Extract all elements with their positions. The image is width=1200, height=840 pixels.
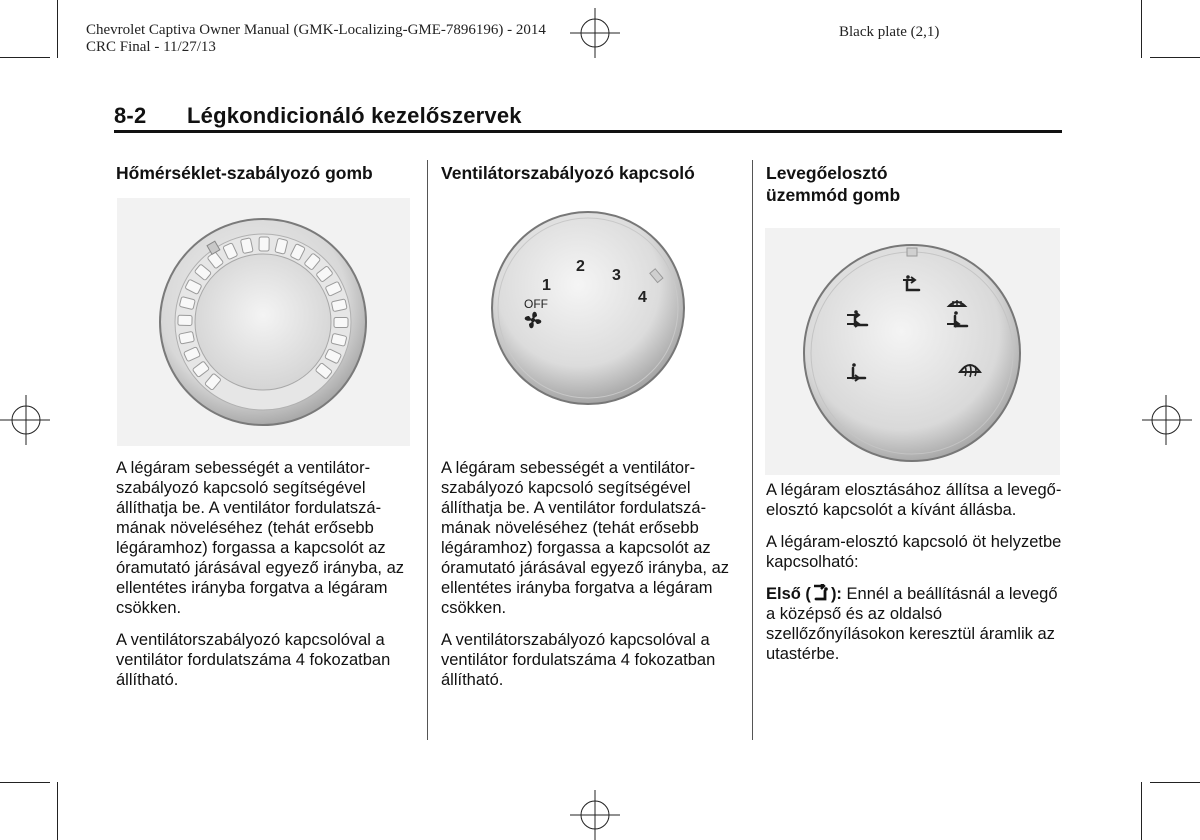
paragraph: A légáram sebességét a ventilátor-szabályozó kapcsoló segítségével állíthatja be. A ventilátor fordulatszá-mának növeléséhez (tehát erősebb légáramhoz) forgassa a kapcsolót az óramutató járásával egyező irányba, az ellentétes irányba forgatva a légáram csökken. [441, 459, 729, 617]
section-heading-airflow [766, 162, 900, 206]
fan-text [441, 458, 741, 702]
heading-line: Levegőelosztó [766, 163, 888, 183]
knob-center [195, 254, 331, 390]
knob-label-3: 3 [612, 267, 621, 284]
heading-line: üzemmód gomb [766, 185, 901, 205]
title-rule [114, 130, 1062, 133]
crop-mark [1141, 782, 1142, 840]
crop-mark [57, 782, 58, 840]
fan-knob-figure [442, 198, 735, 446]
paragraph: A ventilátorszabályozó kapcsolóval a ventilátor fordulatszáma 4 fokozatban állítható. [441, 631, 716, 689]
knob-label-off: OFF [524, 297, 548, 311]
knob-body [492, 212, 684, 404]
header-doc-line: Chevrolet Captiva Owner Manual (GMK-Localizing-GME-7896196) - 2014 [86, 22, 546, 38]
crop-mark [0, 57, 50, 58]
header-crc-line: CRC Final - 11/27/13 [86, 39, 216, 55]
paragraph: A légáram-elosztó kapcsoló öt helyzetbe kapcsolható: [766, 533, 1062, 571]
crop-mark [0, 782, 50, 783]
registration-mark-top [570, 8, 620, 58]
scale-segment [178, 315, 192, 325]
crop-mark [1150, 57, 1200, 58]
section-heading-temperature: Hőmérséklet-szabályozó gomb [116, 163, 373, 183]
registration-mark-left [0, 395, 50, 445]
column-divider [427, 160, 428, 740]
registration-mark-right [1142, 395, 1192, 445]
column-divider [752, 160, 753, 740]
registration-mark-bottom [570, 790, 620, 840]
definition-term: Első ( ): [766, 585, 842, 603]
definition-text: Ennél a beállításnál a levegő a középső és az oldalsó szellőzőnyílásokon keresztül áramlik az utastérbe. [766, 585, 1058, 663]
airflow-knob-figure [765, 228, 1060, 475]
definition-first [766, 584, 1066, 664]
scale-segment [259, 237, 269, 251]
paragraph: A ventilátorszabályozó kapcsolóval a ventilátor fordulatszáma 4 fokozatban állítható. [116, 631, 391, 689]
page-number: 8-2 [114, 103, 147, 128]
header-plate: Black plate (2,1) [839, 24, 940, 40]
temperature-text [116, 458, 416, 702]
temperature-knob-figure [117, 198, 410, 446]
knob-label-4: 4 [638, 289, 647, 306]
crop-mark [1141, 0, 1142, 58]
crop-mark [1150, 782, 1200, 783]
airflow-text [766, 480, 1066, 676]
paragraph: A légáram sebességét a ventilátor-szabályozó kapcsoló segítségével állíthatja be. A ventilátor fordulatszá-mának növeléséhez (tehát erősebb légáramhoz) forgassa a kapcsolót az óramutató járásával egyező irányba, az ellentétes irányba forgatva a légáram csökken. [116, 459, 404, 617]
knob-label-2: 2 [576, 258, 585, 275]
knob-label-1: 1 [542, 277, 551, 294]
scale-segment [240, 238, 253, 254]
page-title: Légkondicionáló kezelőszervek [187, 103, 522, 128]
vent-face-icon [811, 584, 831, 602]
section-heading-fan: Ventilátorszabályozó kapcsoló [441, 163, 695, 183]
crop-mark [57, 0, 58, 58]
scale-segment [334, 317, 348, 327]
scale-segment [179, 331, 195, 344]
paragraph: A légáram elosztásához állítsa a levegő-elosztó kapcsolót a kívánt állásba. [766, 481, 1062, 519]
